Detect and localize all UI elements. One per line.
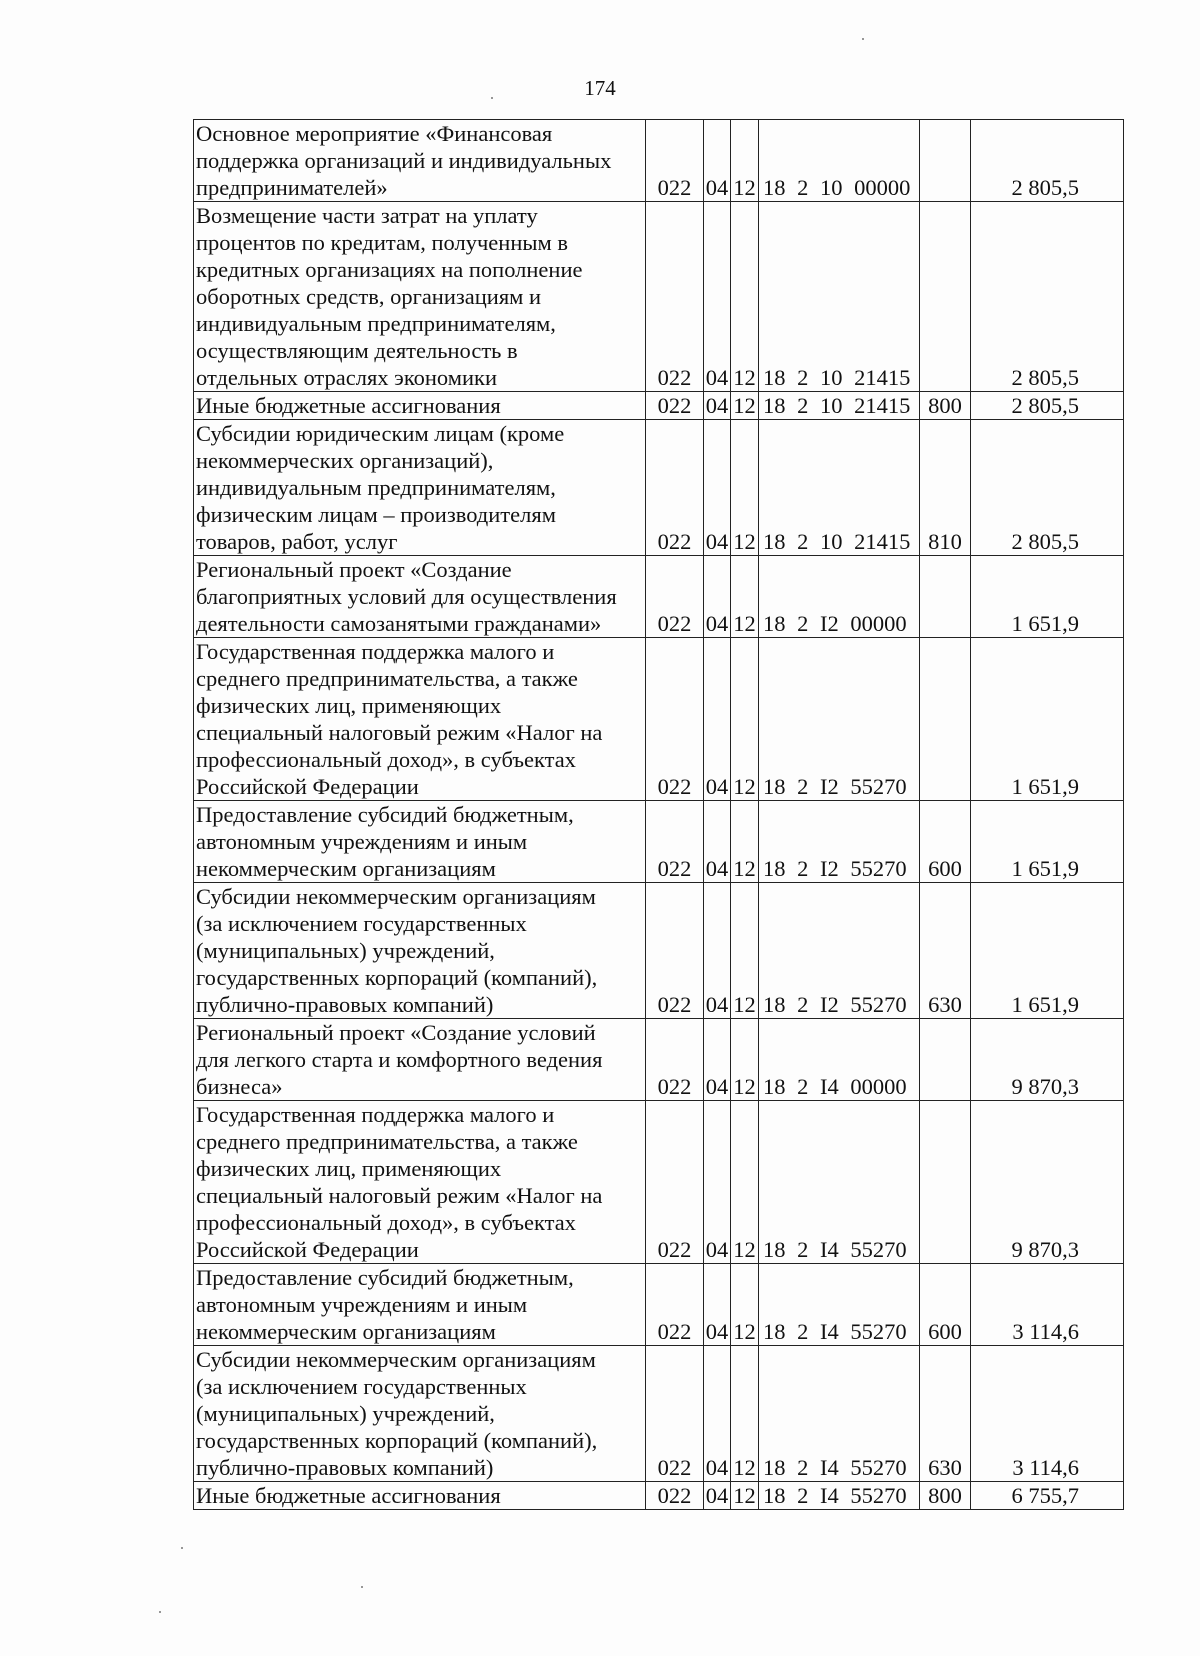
amount-cell: 2 805,5 (971, 202, 1124, 392)
expense-name-line: физическим лицам – производителям (196, 502, 556, 527)
section-code-cell: 04 (704, 1264, 731, 1346)
amount-cell: 6 755,7 (971, 1482, 1124, 1510)
expense-name-cell (194, 1019, 646, 1101)
ministry-code-cell: 022 (646, 1346, 704, 1482)
ministry-code-cell: 022 (646, 1264, 704, 1346)
amount-cell: 1 651,9 (971, 883, 1124, 1019)
expense-name-line: автономным учреждениям и иным (196, 1292, 528, 1317)
expense-name-line: Предоставление субсидий бюджетным, (196, 1265, 574, 1290)
section-code-cell: 04 (704, 1019, 731, 1101)
expense-type-cell: 630 (920, 883, 971, 1019)
expense-type-cell (920, 556, 971, 638)
target-article-cell: 18 2 I4 55270 (759, 1482, 920, 1510)
amount-cell: 9 870,3 (971, 1101, 1124, 1264)
target-article-cell: 18 2 I4 55270 (759, 1101, 920, 1264)
expense-type-cell (920, 120, 971, 202)
expense-name-cell (194, 1482, 646, 1510)
expense-name-line: физических лиц, применяющих (196, 693, 502, 718)
ministry-code-cell: 022 (646, 883, 704, 1019)
expense-type-cell (920, 638, 971, 801)
expense-name-line: государственных корпораций (компаний), (196, 965, 598, 990)
target-article-cell: 18 2 I4 55270 (759, 1264, 920, 1346)
target-article-cell: 18 2 I4 55270 (759, 1346, 920, 1482)
subsection-code-cell: 12 (731, 883, 759, 1019)
section-code-cell: 04 (704, 1101, 731, 1264)
expense-name-line: Предоставление субсидий бюджетным, (196, 802, 574, 827)
target-article-cell: 18 2 I4 00000 (759, 1019, 920, 1101)
expense-name-line: Российской Федерации (196, 1237, 419, 1262)
expense-name-line: среднего предпринимательства, а также (196, 666, 578, 691)
table-row (194, 1482, 1124, 1510)
expense-name-cell (194, 638, 646, 801)
expense-name-line: некоммерческим организациям (196, 1319, 496, 1344)
section-code-cell: 04 (704, 420, 731, 556)
subsection-code-cell: 12 (731, 801, 759, 883)
subsection-code-cell: 12 (731, 1482, 759, 1510)
amount-cell: 3 114,6 (971, 1346, 1124, 1482)
scan-speck (491, 97, 493, 99)
target-article-cell: 18 2 I2 00000 (759, 556, 920, 638)
expense-name-cell (194, 883, 646, 1019)
subsection-code-cell: 12 (731, 1019, 759, 1101)
expense-name-line: профессиональный доход», в субъектах (196, 747, 576, 772)
expense-name-line: Основное мероприятие «Финансовая (196, 121, 553, 146)
table-row (194, 556, 1124, 638)
page-number: 174 (584, 76, 616, 100)
table-row (194, 1264, 1124, 1346)
expense-name-line: Субсидии юридическим лицам (кроме (196, 421, 565, 446)
expense-name-line: товаров, работ, услуг (196, 529, 398, 554)
expense-type-cell: 800 (920, 392, 971, 420)
amount-cell: 2 805,5 (971, 120, 1124, 202)
expense-type-cell: 800 (920, 1482, 971, 1510)
expense-name-line: (муниципальных) учреждений, (196, 1401, 495, 1426)
expense-name-line: отдельных отраслях экономики (196, 365, 497, 390)
expense-name-line: индивидуальным предпринимателям, (196, 475, 556, 500)
section-code-cell: 04 (704, 883, 731, 1019)
expense-name-cell (194, 1264, 646, 1346)
expense-type-cell (920, 1101, 971, 1264)
table-row (194, 392, 1124, 420)
target-article-cell: 18 2 10 00000 (759, 120, 920, 202)
ministry-code-cell: 022 (646, 392, 704, 420)
expense-name-line: благоприятных условий для осуществления (196, 584, 617, 609)
ministry-code-cell: 022 (646, 1482, 704, 1510)
expense-name-cell (194, 556, 646, 638)
expense-name-line: публично-правовых компаний) (196, 992, 494, 1017)
expense-name-line: некоммерческим организациям (196, 856, 496, 881)
ministry-code-cell: 022 (646, 638, 704, 801)
expense-name-line: для легкого старта и комфортного ведения (196, 1047, 603, 1072)
section-code-cell: 04 (704, 638, 731, 801)
expense-name-line: оборотных средств, организациям и (196, 284, 542, 309)
table-row (194, 638, 1124, 801)
section-code-cell: 04 (704, 556, 731, 638)
subsection-code-cell: 12 (731, 556, 759, 638)
expense-name-line: Субсидии некоммерческим организациям (196, 884, 596, 909)
target-article-cell: 18 2 I2 55270 (759, 883, 920, 1019)
amount-cell: 3 114,6 (971, 1264, 1124, 1346)
expense-name-cell (194, 420, 646, 556)
expense-name-line: (за исключением государственных (196, 911, 527, 936)
expense-name-line: бизнеса» (196, 1074, 283, 1099)
amount-cell: 2 805,5 (971, 420, 1124, 556)
target-article-cell: 18 2 10 21415 (759, 202, 920, 392)
expense-name-line: Иные бюджетные ассигнования (196, 393, 501, 418)
expense-name-line: Региональный проект «Создание (196, 557, 512, 582)
budget-table (193, 119, 1124, 1510)
table-row (194, 1019, 1124, 1101)
expense-name-line: поддержка организаций и индивидуальных (196, 148, 612, 173)
subsection-code-cell: 12 (731, 392, 759, 420)
target-article-cell: 18 2 10 21415 (759, 420, 920, 556)
subsection-code-cell: 12 (731, 420, 759, 556)
scan-speck (361, 1586, 363, 1588)
expense-name-cell (194, 392, 646, 420)
section-code-cell: 04 (704, 801, 731, 883)
expense-name-cell (194, 801, 646, 883)
expense-name-line: Региональный проект «Создание условий (196, 1020, 596, 1045)
ministry-code-cell: 022 (646, 801, 704, 883)
expense-type-cell: 810 (920, 420, 971, 556)
expense-name-line: некоммерческих организаций), (196, 448, 494, 473)
table-row (194, 202, 1124, 392)
subsection-code-cell: 12 (731, 1346, 759, 1482)
subsection-code-cell: 12 (731, 120, 759, 202)
expense-name-line: индивидуальным предпринимателям, (196, 311, 556, 336)
ministry-code-cell: 022 (646, 420, 704, 556)
subsection-code-cell: 12 (731, 1264, 759, 1346)
expense-name-line: Российской Федерации (196, 774, 419, 799)
table-body (194, 120, 1124, 1510)
ministry-code-cell: 022 (646, 120, 704, 202)
scan-speck (181, 1547, 183, 1549)
expense-name-cell (194, 202, 646, 392)
expense-name-line: Государственная поддержка малого и (196, 639, 555, 664)
table-row (194, 1346, 1124, 1482)
expense-name-line: деятельности самозанятыми гражданами» (196, 611, 602, 636)
section-code-cell: 04 (704, 1482, 731, 1510)
expense-name-line: специальный налоговый режим «Налог на (196, 720, 603, 745)
amount-cell: 9 870,3 (971, 1019, 1124, 1101)
expense-type-cell: 600 (920, 1264, 971, 1346)
expense-name-line: (муниципальных) учреждений, (196, 938, 495, 963)
expense-type-cell: 600 (920, 801, 971, 883)
table-row (194, 801, 1124, 883)
expense-name-line: среднего предпринимательства, а также (196, 1129, 578, 1154)
table-row (194, 1101, 1124, 1264)
target-article-cell: 18 2 I2 55270 (759, 801, 920, 883)
expense-name-line: кредитных организациях на пополнение (196, 257, 583, 282)
ministry-code-cell: 022 (646, 202, 704, 392)
expense-name-line: (за исключением государственных (196, 1374, 527, 1399)
ministry-code-cell: 022 (646, 556, 704, 638)
subsection-code-cell: 12 (731, 202, 759, 392)
expense-name-line: Иные бюджетные ассигнования (196, 1483, 501, 1508)
expense-name-cell (194, 1346, 646, 1482)
expense-name-line: профессиональный доход», в субъектах (196, 1210, 576, 1235)
ministry-code-cell: 022 (646, 1101, 704, 1264)
expense-name-line: осуществляющим деятельность в (196, 338, 518, 363)
section-code-cell: 04 (704, 202, 731, 392)
expense-name-line: Субсидии некоммерческим организациям (196, 1347, 596, 1372)
amount-cell: 1 651,9 (971, 638, 1124, 801)
amount-cell: 2 805,5 (971, 392, 1124, 420)
expense-name-cell (194, 120, 646, 202)
target-article-cell: 18 2 10 21415 (759, 392, 920, 420)
expense-name-line: предпринимателей» (196, 175, 388, 200)
expense-name-line: процентов по кредитам, полученным в (196, 230, 568, 255)
amount-cell: 1 651,9 (971, 801, 1124, 883)
table-row (194, 120, 1124, 202)
expense-type-cell (920, 202, 971, 392)
section-code-cell: 04 (704, 120, 731, 202)
subsection-code-cell: 12 (731, 1101, 759, 1264)
scan-speck (159, 1611, 161, 1613)
expense-name-line: публично-правовых компаний) (196, 1455, 494, 1480)
ministry-code-cell: 022 (646, 1019, 704, 1101)
subsection-code-cell: 12 (731, 638, 759, 801)
expense-name-line: Государственная поддержка малого и (196, 1102, 555, 1127)
section-code-cell: 04 (704, 1346, 731, 1482)
expense-type-cell (920, 1019, 971, 1101)
table-row (194, 883, 1124, 1019)
expense-name-line: специальный налоговый режим «Налог на (196, 1183, 603, 1208)
expense-type-cell: 630 (920, 1346, 971, 1482)
expense-name-line: физических лиц, применяющих (196, 1156, 502, 1181)
scan-speck (862, 38, 864, 40)
expense-name-line: государственных корпораций (компаний), (196, 1428, 598, 1453)
target-article-cell: 18 2 I2 55270 (759, 638, 920, 801)
expense-name-line: Возмещение части затрат на уплату (196, 203, 538, 228)
expense-name-cell (194, 1101, 646, 1264)
section-code-cell: 04 (704, 392, 731, 420)
expense-name-line: автономным учреждениям и иным (196, 829, 528, 854)
table-row (194, 420, 1124, 556)
amount-cell: 1 651,9 (971, 556, 1124, 638)
